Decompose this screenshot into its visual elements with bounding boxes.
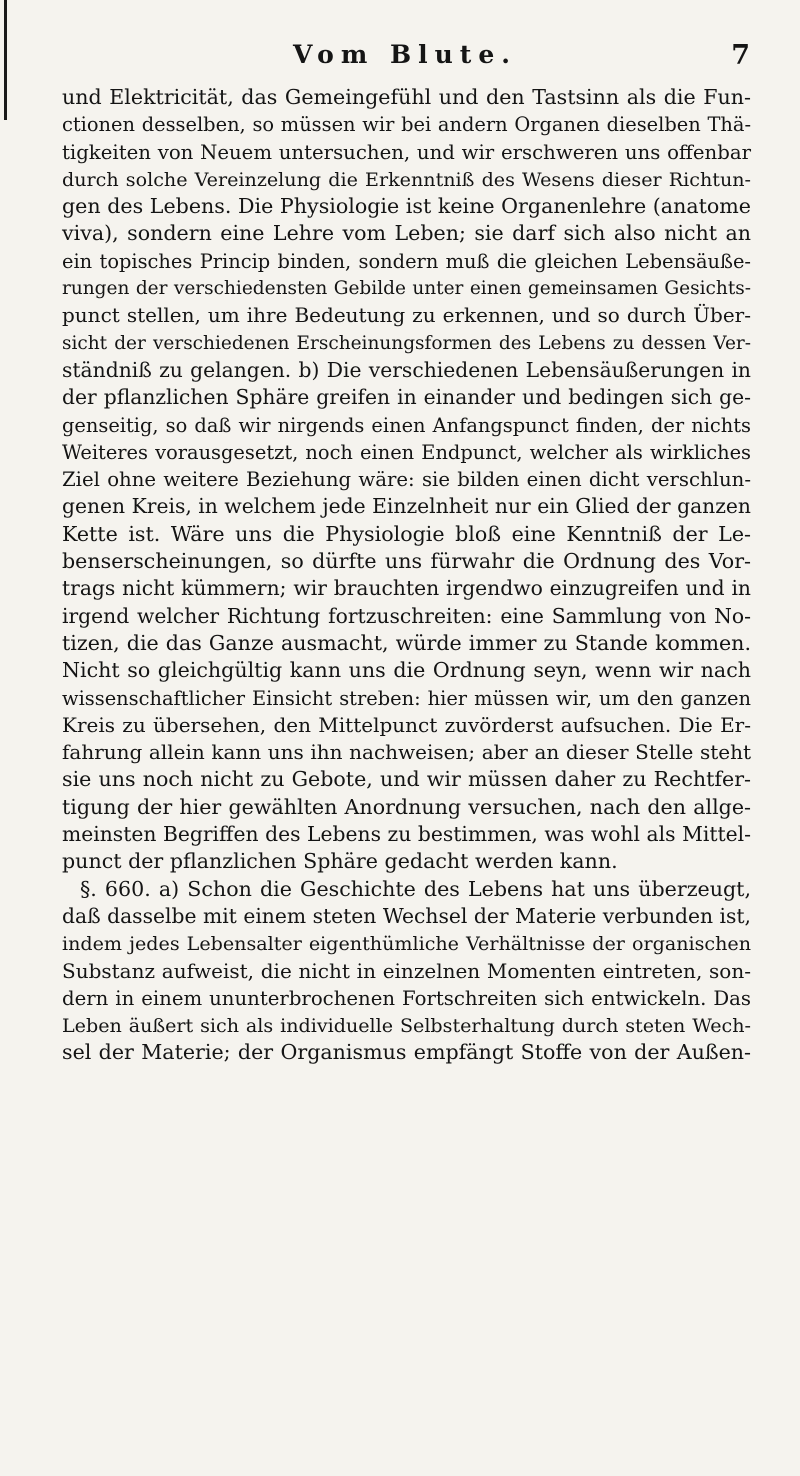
text-line: tigung der hier gewählten Anordnung versuchen, nach den allge- — [62, 794, 751, 819]
text-line: daß dasselbe mit einem steten Wechsel der Materie verbunden ist, — [62, 903, 751, 928]
text-line: tizen, die das Ganze ausmacht, würde immer zu Stande kommen. — [62, 630, 751, 655]
text-line: sie uns noch nicht zu Gebote, und wir müssen daher zu Rechtfer- — [62, 767, 751, 792]
body-text — [62, 84, 751, 1067]
text-line: Ziel ohne weitere Beziehung wäre: sie bilden einen dicht verschlun- — [62, 468, 751, 492]
page-number: 7 — [731, 40, 750, 71]
text-line: rungen der verschiedensten Gebilde unter einen gemeinsamen Gesichts- — [62, 278, 751, 300]
text-line: punct stellen, um ihre Bedeutung zu erkennen, und so durch Über- — [62, 303, 751, 328]
text-line: sel der Materie; der Organismus empfängt Stoffe von der Außen- — [62, 1040, 751, 1065]
text-line: durch solche Vereinzelung die Erkenntniß des Wesens dieser Richtun- — [62, 167, 751, 191]
text-line: wissenschaftlicher Einsicht streben: hier müssen wir, um den ganzen — [62, 686, 751, 710]
text-line: meinsten Begriffen des Lebens zu bestimmen, was wohl als Mittel- — [62, 822, 751, 847]
text-line: Weiteres vorausgesetzt, noch einen Endpunct, welcher als wirkliches — [62, 440, 751, 464]
binding-edge — [4, 0, 7, 120]
text-line: irgend welcher Richtung fortzuschreiten: eine Sammlung von No- — [62, 603, 751, 628]
text-line: ctionen desselben, so müssen wir bei andern Organen dieselben Thä- — [62, 113, 751, 137]
text-line: gen des Lebens. Die Physiologie ist keine Organenlehre (anatome — [62, 194, 751, 219]
text-line: tigkeiten von Neuem untersuchen, und wir erschweren uns offenbar — [62, 140, 751, 164]
text-line: Leben äußert sich als individuelle Selbsterhaltung durch steten Wech- — [62, 1014, 751, 1038]
text-line: Substanz aufweist, die nicht in einzelnen Momenten eintreten, son- — [62, 958, 751, 983]
text-line: Nicht so gleichgültig kann uns die Ordnung seyn, wenn wir nach — [62, 658, 751, 683]
running-title: Vom Blute. — [293, 40, 517, 69]
text-line: der pflanzlichen Sphäre greifen in einander und bedingen sich ge- — [62, 385, 751, 410]
text-line: fahrung allein kann uns ihn nachweisen; aber an dieser Stelle steht — [62, 740, 751, 765]
running-header — [60, 40, 750, 74]
text-line: genen Kreis, in welchem jede Einzelnheit nur ein Glied der ganzen — [62, 494, 751, 519]
text-line: und Elektricität, das Gemeingefühl und den Tastsinn als die Fun- — [62, 85, 751, 109]
text-line: ein topisches Princip binden, sondern muß die gleichen Lebensäuße- — [62, 249, 751, 273]
text-line: dern in einem ununterbrochenen Fortschreiten sich entwickeln. Das — [62, 986, 751, 1010]
section-opening-line: §. 660. a) Schon die Geschichte des Lebens hat uns überzeugt, — [80, 876, 751, 901]
text-line: genseitig, so daß wir nirgends einen Anfangspunct finden, der nichts — [62, 413, 751, 437]
text-line: Kette ist. Wäre uns die Physiologie bloß eine Kenntniß der Le- — [62, 521, 751, 546]
text-line: ständniß zu gelangen. b) Die verschiedenen Lebensäußerungen in — [62, 357, 751, 382]
paragraph-last-line: punct der pflanzlichen Sphäre gedacht werden kann. — [62, 849, 618, 874]
text-line: indem jedes Lebensalter eigenthümliche Verhältnisse der organischen — [62, 932, 751, 956]
text-line: sicht der verschiedenen Erscheinungsformen des Lebens zu dessen Ver- — [62, 332, 751, 354]
text-line: trags nicht kümmern; wir brauchten irgendwo einzugreifen und in — [62, 576, 751, 601]
text-line: viva), sondern eine Lehre vom Leben; sie darf sich also nicht an — [62, 221, 751, 246]
text-line: benserscheinungen, so dürfte uns fürwahr die Ordnung des Vor- — [62, 549, 751, 574]
text-line: Kreis zu übersehen, den Mittelpunct zuvörderst aufsuchen. Die Er- — [62, 712, 751, 737]
